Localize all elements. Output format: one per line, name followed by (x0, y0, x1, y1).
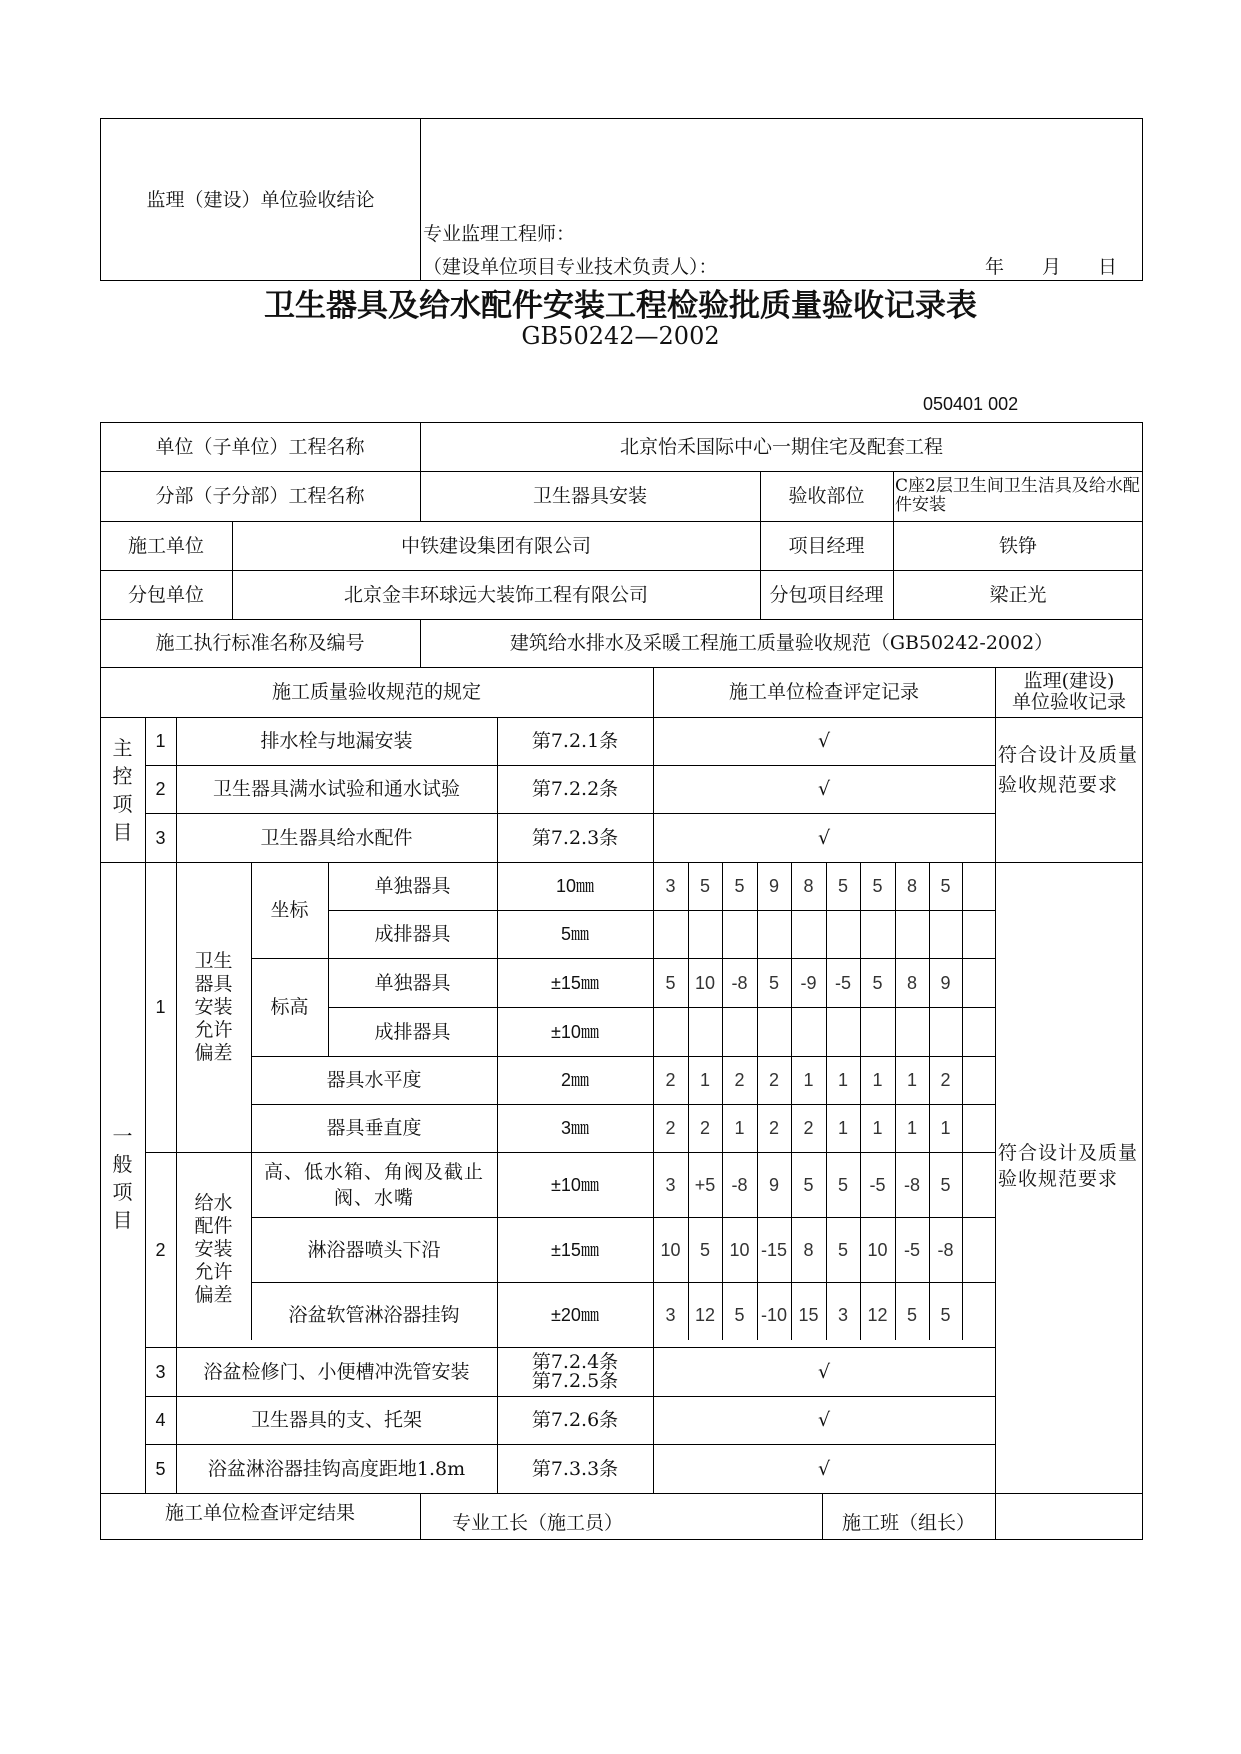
standard-label: 施工执行标准名称及编号 (155, 632, 365, 654)
measured-value-cell (962, 862, 995, 910)
tolerance: ±15㎜ (551, 972, 599, 993)
measured-value-cell (962, 1007, 995, 1056)
check-name: 成排器具 (374, 923, 451, 945)
measured-value-cell: 5 (665, 972, 676, 993)
measured-value-cell: 5 (872, 972, 883, 993)
main-item-name: 排水栓与地漏安装 (260, 730, 413, 752)
measured-value-cell (860, 1007, 895, 1056)
measured-value-cell (791, 1007, 826, 1056)
measured-value-cell: 1 (699, 1070, 710, 1090)
main-item-name: 卫生器具满水试验和通水试验 (212, 778, 460, 800)
measured-value-cell (826, 910, 860, 958)
measured-value-cell: 2 (768, 1118, 779, 1138)
other-item-result: √ (817, 1360, 831, 1383)
measured-value-cell (791, 910, 826, 958)
record-column-header: 施工单位检查评定记录 (728, 681, 919, 703)
measured-value-cell: 8 (803, 876, 814, 896)
general-item-no: 1 (155, 997, 166, 1017)
measured-value-cell: -5 (834, 972, 851, 993)
general-items-group-label: 一 般 项 目 (112, 1123, 133, 1232)
measured-value-cell: 3 (665, 1304, 676, 1325)
supervisor-header-line2: 单位验收记录 (1011, 691, 1126, 713)
measured-value-cell: 5 (803, 1174, 814, 1195)
tolerance: ±20㎜ (551, 1304, 599, 1325)
pm-label: 项目经理 (788, 534, 865, 557)
sub-pm-label: 分包项目经理 (769, 583, 884, 606)
measured-value-cell: 9 (940, 972, 951, 993)
measured-value-cell (860, 910, 895, 958)
measured-value-cell: 10 (694, 972, 716, 993)
sub-project-label: 分部（子分部）工程名称 (155, 485, 365, 507)
other-item-name: 卫生器具的支、托架 (250, 1409, 422, 1431)
measured-value-cell: 5 (940, 876, 951, 896)
measured-value-cell: 5 (940, 1174, 951, 1195)
subcontractor-label: 分包单位 (127, 583, 204, 606)
contractor-value: 中铁建设集团有限公司 (400, 534, 591, 557)
measured-value-cell (929, 910, 962, 958)
measured-value-cell (722, 910, 757, 958)
measured-value-cell: -8 (731, 1174, 748, 1195)
main-item-clause: 第7.2.1条 (531, 730, 619, 752)
other-item-name: 浴盆检修门、小便槽冲洗管安装 (203, 1360, 470, 1383)
other-item-clause: 第7.2.4条 第7.2.5条 (531, 1350, 619, 1392)
measured-value-cell: 1 (803, 1070, 814, 1090)
measured-value-cell: -8 (937, 1239, 954, 1260)
measured-value-cell: 1 (906, 1070, 917, 1090)
measured-value-cell: 5 (940, 1304, 951, 1325)
unit-project-label: 单位（子单位）工程名称 (155, 435, 365, 458)
tolerance: 3㎜ (560, 1118, 589, 1138)
measured-value-cell: 10 (729, 1239, 750, 1260)
other-item-clause: 第7.2.6条 (531, 1409, 619, 1431)
sub-project-value: 卫生器具安装 (532, 485, 647, 507)
measured-value-cell (757, 910, 791, 958)
measured-value-cell: -15 (761, 1239, 788, 1260)
measured-value-cell (826, 1007, 860, 1056)
tolerance: ±15㎜ (551, 1239, 599, 1260)
other-item-no: 4 (155, 1410, 166, 1430)
measured-value-cell: 8 (906, 972, 917, 993)
tolerance: 5㎜ (560, 924, 589, 944)
supervisor-header-line1: 监理(建设) (1023, 670, 1115, 692)
measured-value-cell: 8 (803, 1239, 814, 1260)
measured-value-cell: 1 (837, 1118, 848, 1138)
measured-value-cell (962, 910, 995, 958)
supervisor-column-header (995, 667, 1143, 717)
measured-value-cell (962, 1104, 995, 1152)
measured-value-cell: 5 (837, 1239, 848, 1260)
measured-value-cell: 1 (940, 1118, 951, 1138)
measured-value-cell: +5 (694, 1174, 716, 1195)
measured-value-cell (688, 910, 722, 958)
measured-value-cell (962, 1152, 995, 1217)
main-item-result: √ (817, 730, 831, 752)
main-item-clause: 第7.2.3条 (531, 826, 619, 849)
item1-group-label: 卫生 器具 安装 允许 偏差 (194, 949, 233, 1064)
measured-value-cell: -5 (903, 1239, 920, 1260)
measured-value-cell: 12 (694, 1304, 716, 1325)
spec-column-header: 施工质量验收规范的规定 (271, 681, 481, 703)
measured-value-cell: 9 (768, 1174, 779, 1195)
measured-value-cell: -8 (903, 1174, 920, 1195)
measured-value-cell: 3 (665, 1174, 676, 1195)
main-item-name: 卫生器具给水配件 (260, 826, 413, 849)
other-item-result: √ (817, 1409, 831, 1431)
measured-value-cell (895, 910, 929, 958)
measured-value-cell (895, 1007, 929, 1056)
form-code: 050401 002 (923, 394, 1019, 414)
year-label: 年 (985, 256, 1005, 278)
measured-value-cell (962, 958, 995, 1007)
subcontractor-value: 北京金丰环球远大装饰工程有限公司 (343, 583, 648, 606)
measured-value-cell: -10 (761, 1304, 788, 1325)
other-item-result: √ (817, 1457, 831, 1480)
measured-value-cell: 1 (906, 1118, 917, 1138)
check-name: 高、低水箱、角阀及截止阀、水嘴 (263, 1160, 484, 1209)
standard-value: 建筑给水排水及采暖工程施工质量验收规范（GB50242-2002） (509, 632, 1054, 654)
general-supervisor-result: 符合设计及质量验收规范要求 (998, 1142, 1139, 1190)
measured-value-cell: 5 (872, 876, 883, 896)
measured-value-cell: 15 (798, 1304, 819, 1325)
measured-value-cell: 5 (837, 876, 848, 896)
tolerance: 2㎜ (560, 1070, 589, 1090)
main-items-group-label: 主 控 项 目 (112, 735, 133, 844)
measured-value-cell (962, 1217, 995, 1282)
tolerance: 10㎜ (555, 876, 595, 896)
form-title: 卫生器具及给水配件安装工程检验批质量验收记录表 (264, 288, 977, 324)
measured-value-cell: 2 (699, 1118, 710, 1138)
measured-value-cell: 2 (768, 1070, 779, 1090)
supervising-engineer-label: 专业监理工程师： (423, 223, 576, 245)
acceptance-part-value: C座2层卫生间卫生洁具及给水配件安装 (895, 476, 1140, 515)
check-name: 淋浴器喷头下沿 (307, 1238, 441, 1261)
main-item-result: √ (817, 778, 831, 800)
col-line (995, 667, 996, 1540)
measured-value-cell (962, 1282, 995, 1347)
other-item-clause: 第7.3.3条 (531, 1457, 619, 1480)
measured-value-cell: 10 (867, 1239, 888, 1260)
measured-value-cell: 5 (768, 972, 779, 993)
measured-value-cell: 12 (867, 1304, 888, 1325)
unit-project-value: 北京怡禾国际中心一期住宅及配套工程 (619, 435, 943, 458)
month-label: 月 (1042, 256, 1062, 278)
pm-value: 铁铮 (998, 534, 1037, 557)
measured-value-cell: -5 (869, 1174, 886, 1195)
measured-value-cell (688, 1007, 722, 1056)
item2-group-label: 给水 配件 安装 允许 偏差 (194, 1192, 233, 1306)
main-supervisor-result: 符合设计及质量验收规范要求 (998, 744, 1139, 796)
check-name: 成排器具 (374, 1020, 451, 1043)
measured-value-cell: -9 (800, 972, 817, 993)
measured-value-cell (722, 1007, 757, 1056)
measured-value-cell: 9 (768, 876, 779, 896)
measured-value-cell: 2 (665, 1070, 676, 1090)
measured-value-cell: 8 (906, 876, 917, 896)
measured-value-cell (757, 1007, 791, 1056)
measured-value-cell (653, 1007, 688, 1056)
day-label: 日 (1098, 256, 1118, 278)
measured-value-cell: 1 (837, 1070, 848, 1090)
measured-value-cell (653, 910, 688, 958)
check-name: 单独器具 (374, 875, 451, 897)
acceptance-part-label: 验收部位 (788, 485, 865, 507)
measured-value-cell: 1 (734, 1118, 745, 1138)
check-name: 浴盆软管淋浴器挂钩 (288, 1303, 460, 1326)
contractor-label: 施工单位 (127, 534, 204, 557)
check-name: 器具水平度 (326, 1069, 422, 1091)
measured-value-cell: 5 (837, 1174, 848, 1195)
check-name: 单独器具 (374, 971, 451, 994)
tolerance: ±10㎜ (551, 1174, 599, 1195)
measured-value-cell: 3 (665, 876, 676, 896)
measured-value-cell: -8 (731, 972, 748, 993)
top-box-divider (420, 118, 421, 281)
measured-value-cell: 5 (906, 1304, 917, 1325)
owner-tech-lead-label: （建设单位项目专业技术负责人）： (423, 256, 718, 278)
main-item-clause: 第7.2.2条 (531, 778, 619, 800)
main-item-result: √ (817, 826, 831, 849)
tolerance: ±10㎜ (551, 1021, 599, 1042)
result-label: 施工单位检查评定结果 (164, 1502, 355, 1524)
foreman-label: 专业工长（施工员） (451, 1512, 623, 1534)
standard-code: GB50242—2002 (521, 322, 720, 350)
top-box-label: 监理（建设）单位验收结论 (146, 188, 375, 211)
check-name: 器具垂直度 (326, 1117, 422, 1139)
team-leader-label: 施工班（组长） (841, 1512, 975, 1534)
measured-value-cell (929, 1007, 962, 1056)
measured-value-cell: 10 (660, 1239, 681, 1260)
measured-value-cell: 5 (699, 1239, 710, 1260)
measured-value-cell: 5 (699, 876, 710, 896)
measured-value-cell: 2 (940, 1070, 951, 1090)
measured-value-cell: 2 (803, 1118, 814, 1138)
main-item-no: 1 (155, 731, 166, 751)
elev-label: 标高 (270, 996, 309, 1018)
measured-value-cell: 1 (872, 1070, 883, 1090)
other-item-name: 浴盆淋浴器挂钩高度距地1.8m (207, 1457, 466, 1480)
other-item-no: 5 (155, 1458, 166, 1479)
measured-value-cell: 3 (837, 1304, 848, 1325)
general-item-no: 2 (155, 1239, 166, 1260)
col-line (893, 471, 894, 521)
measured-value-cell: 2 (665, 1118, 676, 1138)
measured-value-cell (962, 1056, 995, 1104)
coord-label: 坐标 (270, 899, 309, 921)
main-item-no: 3 (155, 827, 166, 848)
other-item-no: 3 (155, 1361, 166, 1382)
sub-pm-value: 梁正光 (989, 583, 1047, 606)
measured-value-cell: 5 (734, 1304, 745, 1325)
measured-value-cell: 1 (872, 1118, 883, 1138)
measured-value-cell: 5 (734, 876, 745, 896)
main-item-no: 2 (155, 779, 166, 799)
measured-value-cell: 2 (734, 1070, 745, 1090)
